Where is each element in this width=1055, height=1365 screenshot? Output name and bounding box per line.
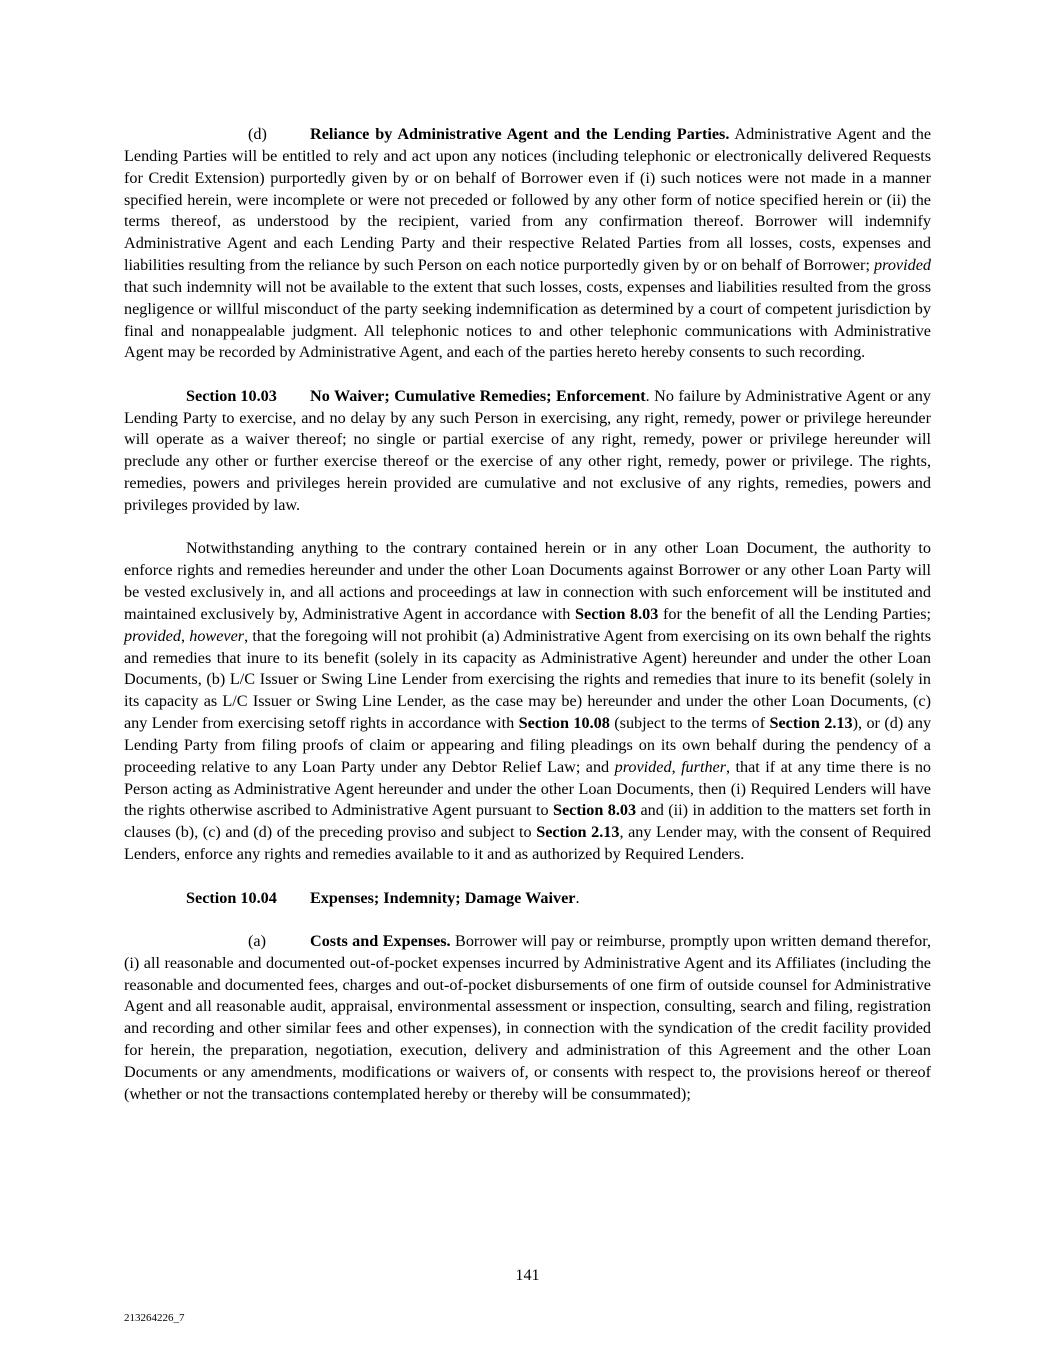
document-body xyxy=(124,124,931,1127)
paragraph-text: . No failure by Administrative Agent or any Lending Party to exercise, and no delay by any such Person in exercising, any right, remedy, power or privilege hereunder will operate as a waiver thereof; no single or partial exercise of any right, remedy, power or privilege hereunder will preclude any other or further exercise thereof or the exercise of any other right, remedy, power or privilege. The rights, remedies, powers and privileges herein provided are cumulative and not exclusive of any rights, remedies, powers and privileges provided by law. xyxy=(124,386,931,514)
text-run: , xyxy=(180,626,190,645)
text-run: for the benefit of all the Lending Parties; xyxy=(658,604,931,623)
italic-term: provided xyxy=(124,626,181,645)
text-run: , that the foregoing will not prohibit (a) Administrative Agent from exercising on its own behalf the rights and remedies that inure to its benefit (solely in its capacity as Administrative Agent) hereunder and under the other Loan Documents, (b) L/C Issuer or Swing Line Lender from exercising the rights and remedies that inure to its benefit (solely in its capacity as L/C Issuer or Swing Line Lender, as the case may be) hereunder and under the other Loan Documents, (c) any Lender from exercising setoff rights in accordance with xyxy=(124,626,931,733)
paragraph-text: Borrower will pay or reimburse, promptly upon written demand therefor, (i) all reasonable and documented out-of-pocket expenses incurred by Administrative Agent and its Affiliates (including the reasonable and documented fees, charges and out-of-pocket disbursements of one firm of outside counsel for Administrative Agent and all reasonable audit, appraisal, environmental assessment or inspection, consulting, search and filing, registration and recording and other similar fees and other expenses), in connection with the syndication of the credit facility provided for herein, the preparation, negotiation, execution, delivery and administration of this Agreement and the other Loan Documents or any amendments, modifications or waivers of, or consents with respect to, the provisions hereof or thereof (whether or not the transactions contemplated hereby or thereby will be consummated); xyxy=(124,931,931,1103)
clause-marker: (a) xyxy=(248,931,266,950)
italic-term: further xyxy=(681,757,727,776)
section-title: Expenses; Indemnity; Damage Waiver xyxy=(310,888,576,907)
text-run: , that if at any time there is no Person acting as Administrative Agent hereunder and under the other Loan Documents, then (i) Required Lenders will have the rights otherwise ascribed to Administrative Agent pursuant to xyxy=(124,757,932,820)
paragraph-text: . xyxy=(575,888,580,907)
text-run: (subject to the terms of xyxy=(609,714,770,733)
text-run: Notwithstanding anything to the contrary contained herein or in any other Loan Document, the authority to enforce rights and remedies hereunder and under the other Loan Documents against Borrower or any other Loan Party will be vested exclusively in, and all actions and proceedings at law in connection with such enforcement will be instituted and maintained exclusively by, Administrative Agent in accordance with xyxy=(124,539,931,623)
clause-heading: Costs and Expenses. xyxy=(310,931,451,950)
text-run: , any Lender may, with the consent of Required Lenders, enforce any rights and remedies available to it and as authorized by Required Lenders. xyxy=(124,823,931,864)
text-run: ), or (d) any Lending Party from filing proofs of claim or appearing and filing pleadings on its own behalf during the pendency of a proceeding relative to any Loan Party under any Debtor Relief Law; and xyxy=(124,714,932,776)
section-reference: Section 2.13 xyxy=(769,714,853,733)
paragraph-d-reliance xyxy=(124,124,931,364)
section-number: Section 10.03 xyxy=(186,386,277,405)
section-reference: Section 2.13 xyxy=(536,823,620,842)
text-run: , xyxy=(671,757,682,776)
section-reference: Section 8.03 xyxy=(575,604,659,623)
paragraph-text: that such indemnity will not be available to the extent that such losses, costs, expenses and liabilities resulted from the gross negligence or willful misconduct of the party seeking indemnification as determined by a court of competent jurisdiction by final and nonappealable judgment. All telephonic notices to and other telephonic communications with Administrative Agent may be recorded by Administrative Agent, and each of the parties hereto hereby consents to such recording. xyxy=(124,277,931,362)
paragraph-a-costs xyxy=(124,931,931,1106)
section-number: Section 10.04 xyxy=(186,888,277,907)
section-reference: Section 8.03 xyxy=(552,801,637,820)
italic-term: provided xyxy=(874,256,931,275)
section-10-04 xyxy=(124,888,931,910)
section-10-03 xyxy=(124,386,931,517)
italic-term: provided xyxy=(614,757,672,776)
section-reference: Section 10.08 xyxy=(518,714,610,733)
clause-heading: Reliance by Administrative Agent and the Lending Parties. xyxy=(310,125,730,143)
clause-marker: (d) xyxy=(248,125,267,143)
text-run: and (ii) in addition to the matters set forth in clauses (b), (c) and (d) of the preceding proviso and subject to xyxy=(124,801,931,842)
paragraph-text: Administrative Agent and the Lending Parties will be entitled to rely and act upon any notices (including telephonic or electronically delivered Requests for Credit Extension) purportedly given by or on behalf of Borrower even if (i) such notices were not made in a manner specified herein, were incomplete or were not preceded or followed by any other form of notice specified herein or (ii) the terms thereof, as understood by the recipient, varied from any confirmation thereof. Borrower will indemnify Administrative Agent and each Lending Party and their respective Related Parties from all losses, costs, expenses and liabilities resulting from the reliance by such Person on each notice purportedly given by or on behalf of Borrower; xyxy=(124,125,931,275)
paragraph-notwithstanding xyxy=(124,538,931,866)
section-title: No Waiver; Cumulative Remedies; Enforcement xyxy=(310,386,646,405)
page-number: 141 xyxy=(515,1266,540,1284)
italic-term: however xyxy=(189,626,245,645)
document-id: 213264226_7 xyxy=(124,1312,185,1324)
